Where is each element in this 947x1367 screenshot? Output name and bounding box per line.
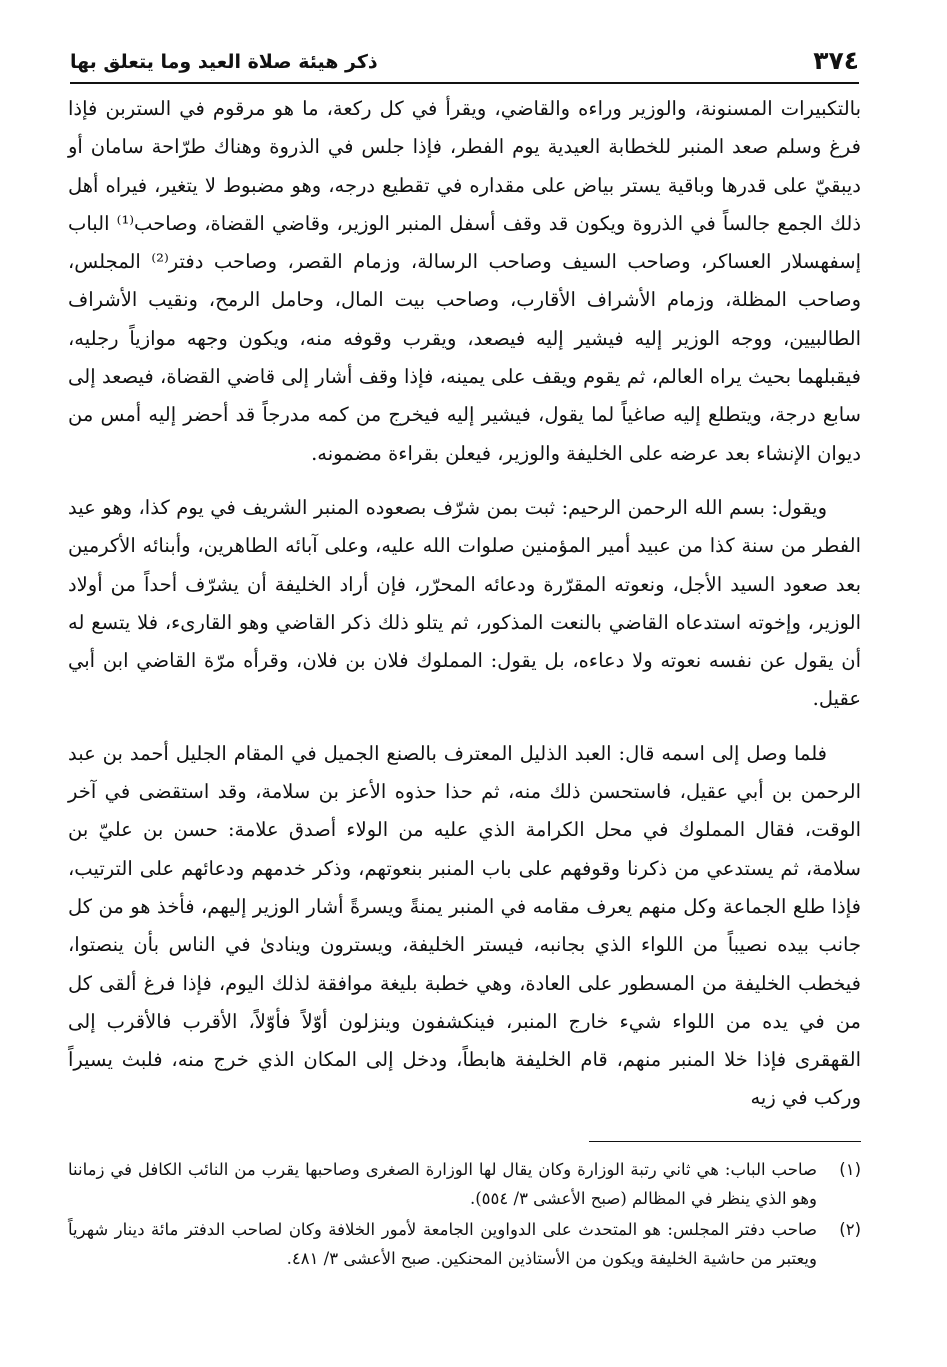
footnote-text: صاحب دفتر المجلس: هو المتحدث على الدواوين الجامعة لأمور الخلافة وكان لصاحب الدفتر مائة دينار شهرياً ويعتبر من حاشية الخليفة ويكون من الأستاذين المحنكين. صبح الأعشى ٣/ ٤٨١.	[68, 1220, 817, 1268]
paragraph-2: ويقول: بسم الله الرحمن الرحيم: ثبت بمن شرّف بصعوده المنبر الشريف في يوم كذا، وهو عيد الفطر من سنة كذا من عبيد أمير المؤمنين صلوات الله عليه، وعلى آبائه الطاهرين، وأبنائه الأكرمين بعد صعود السيد الأجل، ونعوته المقرّرة ودعائه المحرّر، فإن أراد الخليفة أن يشرّف أحداً من أولاد الوزير، وإخوته استدعاه القاضي بالنعت المذكور، ثم يتلو ذلك ذكر القاضي وهو القارىء، فلا يتسع له أن يقول عن نفسه نعوته ولا دعاءه، بل يقول: المملوك فلان بن فلان، وقرأه مرّة القاضي ابن أبي عقيل.	[68, 495, 861, 711]
paragraph-1: بالتكبيرات المسنونة، والوزير وراءه والقاضي، ويقرأ في كل ركعة، ما هو مرقوم في الستربن فإذا فرغ وسلم صعد المنبر للخطابة العيدية يوم الفطر، فإذا جلس في الذروة وهناك طرّاحة سامان أو ديبقيّ على قدرها وباقية يستر بياض على مقداره في تقطيع درجه، وهو مضبوط لا يتغير، فيراه أهل ذلك الجمع جالساً في الذروة ويكون قد وقف أسفل المنبر الوزير، وقاضي القضاة، وصاحب⁽¹⁾ الباب إسفهسلار العساكر، وصاحب السيف وصاحب الرسالة، وزمام القصر، وصاحب دفتر⁽²⁾ المجلس، وصاحب المظلة، وزمام الأشراف الأقارب، وصاحب بيت المال، وحامل الرمح، ونقيب الأشراف الطالبيين، ووجه الوزير إليه فيشير إليه فيصعد، ويقرب وقوفه منه، ويكون وجهه موازياً رجليه، فيقبلهما بحيث يراه العالم، ثم يقوم ويقف على يمينه، فإذا وقف أشار إلى قاضي القضاة، فيصعد إلى سابع درجة، ويتطلع إليه صاغياً لما يقول، فيشير إليه فيخرج من كمه مدرجاً قد أحضر إليه أمس من ديوان الإنشاء بعد عرضه على الخليفة والوزير، فيعلن بقراءة مضمونه.	[68, 97, 861, 465]
footnote-mark: (١)	[839, 1160, 861, 1179]
footnote-rule	[589, 1141, 861, 1142]
main-text	[68, 90, 861, 1118]
paragraph-3: فلما وصل إلى اسمه قال: العبد الذليل المعترف بالصنع الجميل في المقام الجليل أحمد بن عبد الرحمن بن أبي عقيل، فاستحسن ذلك منه، ثم حذا حذوه الأعز بن سلامة، وقد استقضى في آخر الوقت، فقال المملوك في محل الكرامة الذي عليه من الولاء أصدق علامة: حسن بن عليّ بن سلامة، ثم يستدعي من ذكرنا وقوفهم على باب المنبر بنعوتهم، وذكر خدمهم ودعائهم على الترتيب، فإذا طلع الجماعة وكل منهم يعرف مقامه في المنبر يمنةً ويسرةً أشار الوزير إليهم، فأخذ هو من كل جانب بيده نصيباً من اللواء الذي بجانبه، فيستر الخليفة، ويسترون وينادىٰ في الناس بأن ينصتوا، فيخطب الخليفة من المسطور على العادة، وهي خطبة بليغة موافقة لذلك اليوم، فإذا فرغ ألقى كل من في يده من اللواء شيء خارج المنبر، فينكشفون وينزلون أوّلاً فأوّلاً، الأقرب فالأقرب إلى القهقرى فإذا خلا المنبر منهم، قام الخليفة هابطاً، ودخل إلى المكان الذي خرج منه، فلبث يسيراً وركب في زيه	[68, 741, 861, 1110]
page-header	[70, 34, 859, 78]
footnote-mark: (٢)	[839, 1220, 861, 1239]
page-number: ٣٧٤	[813, 46, 859, 75]
footnote-1	[68, 1155, 861, 1213]
footnote-text: صاحب الباب: هي ثاني رتبة الوزارة وكان يقال لها الوزارة الصغرى وصاحبها يقرب من النائب الكافل في زماننا وهو الذي ينظر في المظالم (صبح الأعشى ٣/ ٥٥٤).	[68, 1160, 817, 1208]
footnotes	[68, 1155, 861, 1275]
running-title: ذكر هيئة صلاة العيد وما يتعلق بها	[70, 51, 378, 73]
header-rule	[70, 82, 859, 84]
footnote-2	[68, 1215, 861, 1273]
